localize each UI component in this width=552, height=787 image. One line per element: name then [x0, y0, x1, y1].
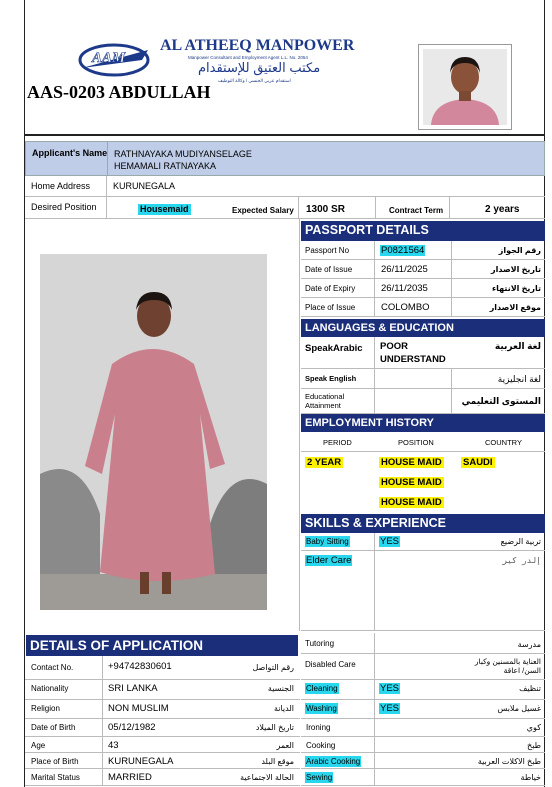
passport-row-ar: رقم الجواز [498, 246, 541, 255]
detail-row-value: 43 [108, 740, 119, 751]
detail-row-ar: تاريخ الميلاد [255, 723, 294, 732]
detail-row-label: Date of Birth [31, 723, 76, 732]
detail-row-divider [102, 700, 103, 719]
employment-position: HOUSE MAID [381, 457, 442, 468]
passport-row-value: 26/11/2035 [381, 283, 428, 294]
ironing-label: Ironing [306, 723, 331, 732]
washing-value: YES [380, 703, 400, 714]
expected-salary-value: 1300 SR [306, 204, 345, 215]
speak-english-row [301, 369, 545, 389]
applicant-name-label: Applicant's Name [32, 148, 108, 158]
education-label-2: Attainment [305, 401, 341, 410]
passport-row [301, 298, 545, 317]
contract-term-value: 2 years [485, 204, 520, 215]
ironing-ar: كوي [526, 723, 541, 732]
speak-english-ar: لغة انجليزية [497, 374, 541, 384]
washing-row [301, 700, 545, 719]
disabled-care-row [301, 654, 545, 680]
ironing-row [301, 719, 545, 737]
reference-name: AAS-0203 ABDULLAH [27, 82, 211, 102]
washing-ar: غسيل ملابس [497, 704, 541, 713]
employment-row [301, 453, 545, 473]
passport-row-label: Place of Issue [305, 303, 356, 312]
tutoring-row [301, 633, 545, 654]
col-period: PERIOD [323, 438, 352, 447]
detail-row [25, 719, 300, 737]
cleaning-label: Cleaning [306, 684, 338, 693]
passport-row [301, 241, 545, 260]
detail-row-label: Age [31, 741, 46, 750]
expected-salary-label: Expected Salary [232, 206, 294, 215]
passport-row-label: Passport No [305, 246, 350, 255]
passport-row [301, 260, 545, 279]
detail-row-value: NON MUSLIM [108, 703, 169, 714]
passport-details-header: PASSPORT DETAILS [301, 221, 545, 241]
detail-row-value: SRI LANKA [108, 683, 158, 694]
detail-row-ar: الحالة الاجتماعية [240, 773, 294, 782]
col-position: POSITION [398, 438, 434, 447]
detail-row [25, 656, 300, 680]
sewing-row [301, 769, 545, 786]
disabled-care-ar-2: السن/ اعاقة [503, 666, 541, 675]
passport-row-label: Date of Expiry [305, 284, 356, 293]
cooking-row [301, 737, 545, 753]
brand-name: AL ATHEEQ MANPOWER [160, 37, 355, 54]
education-ar: المستوى التعليمي [461, 396, 541, 406]
detail-row-divider [102, 737, 103, 753]
elder-care-ar: إلدر كير [502, 556, 541, 565]
applicant-name-line1: RATHNAYAKA MUDIYANSELAGE [114, 149, 252, 159]
detail-row-ar: رقم التواصل [252, 663, 294, 672]
disabled-care-label: Disabled Care [305, 660, 356, 669]
passport-row-divider [451, 298, 452, 317]
speak-arabic-value-1: POOR [380, 341, 408, 352]
plane-logo-icon [78, 38, 158, 82]
applicant-name-row [25, 141, 545, 176]
header-divider [24, 134, 545, 136]
education-row [301, 389, 545, 414]
desired-position-row [25, 197, 545, 219]
detail-row-ar: الديانة [273, 704, 294, 713]
passport-row-value: 26/11/2025 [381, 264, 428, 275]
skills-header: SKILLS & EXPERIENCE [301, 514, 545, 533]
applicant-full-photo [40, 254, 267, 610]
arabic-cooking-row [301, 753, 545, 769]
disabled-care-ar-1: العناية بالمسنين وكبار [474, 657, 541, 666]
applicant-headshot [418, 44, 512, 130]
speak-arabic-value-2: UNDERSTAND [380, 354, 446, 365]
passport-row-divider [451, 260, 452, 279]
passport-row-divider [374, 241, 375, 260]
detail-row [25, 769, 300, 786]
passport-row [301, 279, 545, 298]
skill-row-divider [374, 737, 375, 753]
employment-header: EMPLOYMENT HISTORY [301, 414, 545, 432]
details-header: DETAILS OF APPLICATION [26, 635, 298, 656]
cleaning-value: YES [380, 683, 400, 694]
brand-subtitle: Manpower Consultant and Employment Agent L.L. No. 2054 [188, 55, 308, 60]
detail-row-label: Religion [31, 704, 60, 713]
cooking-label: Cooking [306, 741, 336, 750]
elder-care-label: Elder Care [306, 555, 352, 566]
detail-row-value: +94742830601 [108, 661, 172, 672]
baby-sitting-ar: تربية الرضيع [500, 537, 541, 546]
tutoring-label: Tutoring [305, 639, 335, 648]
company-logo [78, 36, 378, 86]
detail-row-divider [102, 680, 103, 700]
detail-row-ar: العمر [276, 741, 294, 750]
elder-care-row [301, 551, 545, 631]
passport-row-label: Date of Issue [305, 265, 353, 274]
speak-english-label: Speak English [305, 374, 357, 383]
employment-country: SAUDI [463, 457, 493, 468]
passport-row-divider [451, 241, 452, 260]
svg-text:AAM: AAM [92, 50, 126, 66]
cleaning-row [301, 680, 545, 700]
employment-columns [301, 432, 545, 452]
washing-label: Washing [306, 704, 337, 713]
skill-row-divider [374, 769, 375, 786]
detail-row-value: KURUNEGALA [108, 756, 174, 767]
passport-row-value: P0821564 [381, 245, 425, 256]
passport-row-divider [374, 298, 375, 317]
skill-row-divider [374, 700, 375, 719]
cleaning-ar: تنظيف [519, 684, 541, 693]
tutoring-ar: مدرسة [517, 640, 541, 649]
education-label-1: Educational [305, 392, 345, 401]
detail-row-ar: موقع البلد [261, 757, 294, 766]
sewing-label: Sewing [306, 773, 333, 782]
employment-position: HOUSE MAID [381, 477, 442, 488]
sewing-ar: خياطة [520, 773, 541, 782]
employment-period: 2 YEAR [307, 457, 342, 468]
detail-row-divider [102, 656, 103, 680]
cooking-ar: طبخ [527, 741, 541, 750]
detail-row-divider [102, 753, 103, 769]
speak-arabic-ar: لغة العربية [494, 341, 541, 351]
passport-row-divider [451, 279, 452, 298]
languages-header: LANGUAGES & EDUCATION [301, 319, 545, 337]
detail-row-value: 05/12/1982 [108, 722, 156, 733]
home-address-label: Home Address [31, 181, 91, 191]
col-country: COUNTRY [485, 438, 522, 447]
speak-arabic-label: SpeakArabic [305, 343, 363, 354]
detail-row-label: Place of Birth [31, 757, 79, 766]
home-address-row [25, 176, 545, 197]
brand-arabic: مكتب العتيق للإستقدام [198, 60, 321, 75]
desired-position-label: Desired Position [31, 202, 97, 212]
detail-row [25, 737, 300, 753]
baby-sitting-row [301, 533, 545, 551]
detail-row-value: MARRIED [108, 772, 152, 783]
full-body-portrait-icon [40, 254, 267, 610]
baby-sitting-label: Baby Sitting [306, 537, 349, 546]
desired-position-value: Housemaid [140, 204, 189, 214]
detail-row-divider [102, 719, 103, 737]
detail-row [25, 680, 300, 700]
passport-row-ar: موقع الاصدار [489, 303, 541, 312]
arabic-cooking-ar: طبخ الاكلات العربية [477, 757, 541, 766]
detail-row-label: Marital Status [31, 773, 80, 782]
passport-row-value: COLOMBO [381, 302, 430, 313]
passport-row-divider [374, 279, 375, 298]
arabic-cooking-label: Arabic Cooking [306, 757, 361, 766]
detail-row-label: Nationality [31, 684, 69, 693]
employment-row [301, 473, 545, 493]
speak-arabic-row [301, 337, 545, 369]
passport-row-divider [374, 260, 375, 279]
detail-row-divider [102, 769, 103, 786]
detail-row [25, 700, 300, 719]
skill-row-divider [374, 680, 375, 700]
headshot-portrait-icon [423, 49, 507, 125]
home-address-value: KURUNEGALA [113, 181, 176, 191]
applicant-name-line2: HEMAMALI RATNAYAKA [114, 161, 217, 171]
skill-row-divider [374, 719, 375, 737]
detail-row-label: Contact No. [31, 663, 74, 672]
skill-row-divider [374, 753, 375, 769]
passport-row-ar: تاريخ الانتهاء [492, 284, 541, 293]
employment-position: HOUSE MAID [381, 497, 442, 508]
passport-row-ar: تاريخ الاصدار [490, 265, 541, 274]
employment-row [301, 493, 545, 513]
contract-term-label: Contract Term [389, 206, 444, 215]
detail-row [25, 753, 300, 769]
detail-row-ar: الجنسية [267, 684, 294, 693]
brand-arabic-subtitle: استقدام عربي الجنسي / وكالة التوظيف [218, 78, 291, 83]
baby-sitting-value: YES [380, 536, 400, 547]
